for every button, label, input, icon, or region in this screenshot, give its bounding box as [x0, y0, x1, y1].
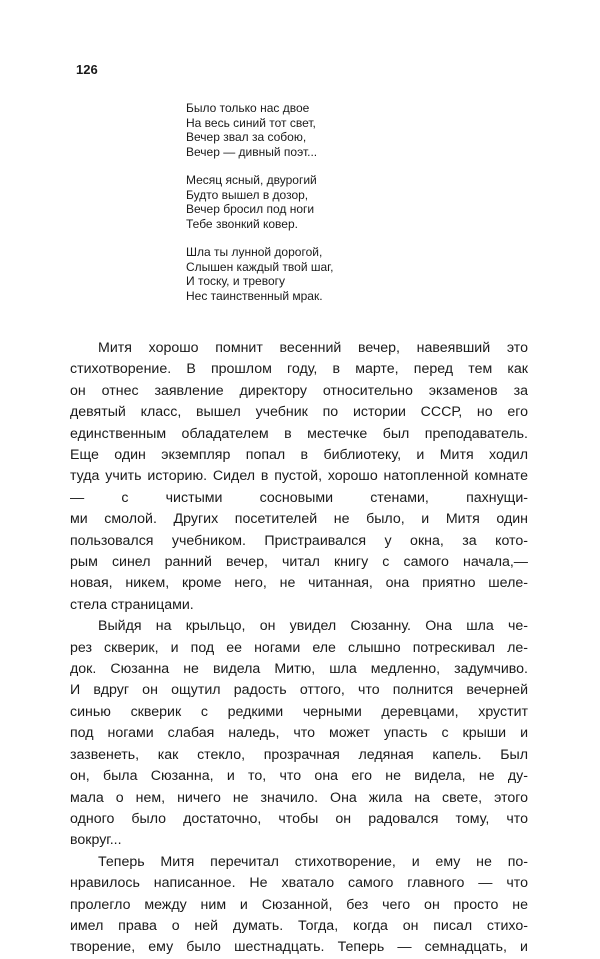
poem-line: Вечер звал за собою,: [186, 130, 307, 144]
poem-line: Шла ты лунной дорогой,: [186, 245, 323, 259]
prose-line: Выйдя на крыльцо, он увидел Сюзанну. Она шла че-: [98, 618, 528, 635]
prose-line: И вдруг он ощутил радость оттого, что полнится вечерней: [70, 682, 528, 699]
prose-line: имел права о ней думать. Тогда, когда он писал стихо-: [70, 917, 528, 934]
prose-line: Теперь Митя перечитал стихотворение, и ему не по-: [98, 853, 528, 870]
prose-line: нравилось написанное. Не хватало самого главного — что: [70, 875, 528, 892]
prose-line: ми смолой. Других посетителей не было, и Митя один: [70, 511, 528, 528]
poem: [186, 101, 333, 317]
poem-stanza-3: [186, 245, 333, 303]
prose-line: единственным обладателем в местечке был преподаватель.: [70, 425, 528, 442]
prose-line: он, была Сюзанна, и то, что она его не видела, не ду-: [70, 768, 528, 785]
prose-line: стихотворение. В прошлом году, в марте, перед тем как: [70, 361, 528, 378]
prose-line: мала о нем, ничего не значило. Она жила на свете, этого: [70, 789, 528, 806]
prose-line: одного было достаточно, чтобы он радовался тому, что: [70, 810, 528, 827]
poem-line: Вечер — дивный поэт...: [186, 144, 318, 159]
prose-line: синью скверик с редкими черными деревцами, хрустит: [70, 703, 528, 720]
prose-line: рым синел ранний вечер, читал книгу с самого начала,—: [70, 554, 528, 571]
prose-line: новая, никем, кроме него, не читанная, она приятно шеле-: [70, 575, 528, 592]
prose-line: Еще один экземпляр попал в библиотеку, и Митя ходил: [70, 447, 528, 464]
poem-line: Слышен каждый твой шаг,: [186, 259, 334, 274]
prose-line: туда учить историю. Сидел в пустой, хорошо натопленной комнате — с чистыми сосновыми стенами, пахнущи-: [70, 468, 528, 506]
prose-line: док. Сюзанна не видела Митю, шла медленно, задумчиво.: [70, 661, 528, 678]
poem-stanza-1: [186, 101, 333, 159]
prose-line: пользовался учебником. Пристраивался у окна, за кото-: [70, 532, 528, 549]
prose-line: творение, ему было шестнадцать. Теперь — семнадцать, и: [70, 939, 528, 956]
poem-line: Тебе звонкий ковер.: [186, 216, 298, 231]
poem-line: Нес таинственный мрак.: [186, 288, 323, 303]
poem-line: И тоску, и тревогу: [186, 274, 286, 288]
prose-body: [70, 338, 528, 959]
prose-line: вокруг...: [70, 832, 122, 849]
poem-line: Было только нас двое: [186, 101, 310, 115]
prose-line: пролегло между ним и Сюзанной, без чего он просто не: [70, 896, 528, 913]
poem-stanza-2: [186, 173, 333, 231]
poem-line: На весь синий тот свет,: [186, 115, 316, 130]
prose-line: под ногами слабая наледь, что может упасть с крыши и: [70, 725, 528, 742]
poem-line: Месяц ясный, двурогий: [186, 173, 317, 187]
poem-line: Вечер бросил под ноги: [186, 202, 315, 216]
prose-line: стела страницами.: [70, 596, 194, 613]
page-number: 126: [76, 62, 98, 77]
prose-line: Митя хорошо помнит весенний вечер, навеявший это: [98, 340, 528, 356]
prose-line: он отнес заявление директору относительно экзаменов за: [70, 382, 528, 399]
poem-line: Будто вышел в дозор,: [186, 187, 309, 202]
prose-line: девятый класс, вышел учебник по истории СССР, но его: [70, 404, 528, 421]
prose-line: рез скверик, и под ее ногами еле слышно потрескивал ле-: [70, 639, 528, 656]
prose-line: зазвенеть, как стекло, прозрачная ледяная капель. Был: [70, 746, 528, 763]
